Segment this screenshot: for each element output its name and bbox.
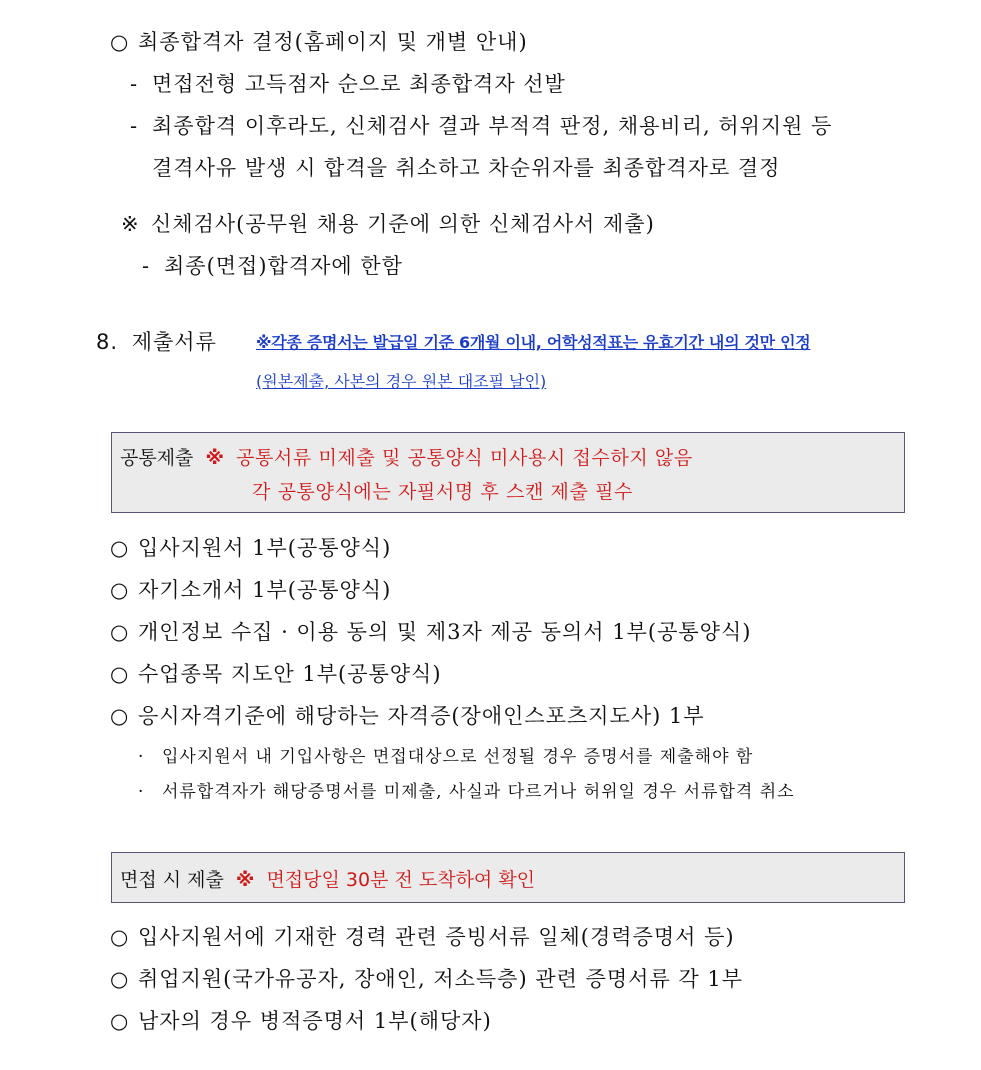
circle-bullet: ○ [110, 620, 130, 644]
health-check-subnote: - 최종(면접)합격자에 한함 [142, 254, 403, 278]
warning-mark: ※ [235, 869, 255, 891]
dot-bullet: · [138, 782, 145, 802]
document-item: ○ 자기소개서 1부(공통양식) [110, 578, 392, 602]
warning-mark: ※ [205, 447, 224, 469]
document-subnote: · 입사지원서 내 기입사항은 면접대상으로 선정될 경우 증명서를 제출해야 함 [138, 744, 753, 770]
health-check-note: ※ 신체검사(공무원 채용 기준에 의한 신체검사서 제출) [121, 212, 655, 236]
document-item: ○ 수업종목 지도안 1부(공통양식) [110, 662, 442, 686]
circle-bullet: ○ [110, 536, 130, 560]
circle-bullet: ○ [110, 704, 130, 728]
document-item: ○ 응시자격기준에 해당하는 자격증(장애인스포츠지도사) 1부 [110, 704, 705, 728]
circle-bullet: ○ [110, 1009, 130, 1033]
common-warning-line1: 공통서류 미제출 및 공통양식 미사용시 접수하지 않음 [236, 447, 693, 469]
final-pass-heading: ○ 최종합격자 결정(홈페이지 및 개별 안내) [110, 30, 528, 54]
document-item: ○ 개인정보 수집 · 이용 동의 및 제3자 제공 동의서 1부(공통양식) [110, 620, 752, 644]
dot-bullet: · [138, 747, 145, 767]
document-item: ○ 입사지원서 1부(공통양식) [110, 536, 392, 560]
section-title: 제출서류 [131, 330, 217, 354]
dash-bullet: - [130, 72, 139, 96]
final-pass-item-continued: 결격사유 발생 시 합격을 취소하고 차순위자를 최종합격자로 결정 [152, 156, 781, 180]
dash-bullet: - [130, 114, 139, 138]
circle-bullet: ○ [110, 967, 130, 991]
circle-bullet: ○ [110, 578, 130, 602]
final-pass-item: - 최종합격 이후라도, 신체검사 결과 부적격 판정, 채용비리, 허위지원 등 [130, 114, 833, 138]
interview-document-item: ○ 취업지원(국가유공자, 장애인, 저소득층) 관련 증명서류 각 1부 [110, 967, 744, 991]
common-submission-label: 공통제출 [120, 447, 194, 469]
common-submission-box [111, 432, 905, 513]
circle-bullet: ○ [110, 925, 130, 949]
note-mark: ※ [121, 212, 140, 236]
circle-bullet: ○ [110, 662, 130, 686]
interview-document-item: ○ 입사지원서에 기재한 경력 관련 증빙서류 일체(경력증명서 등) [110, 925, 735, 949]
original-copy-note: (원본제출, 사본의 경우 원본 대조필 날인) [256, 372, 547, 391]
interview-warning-line: 면접당일 30분 전 도착하여 확인 [266, 869, 536, 891]
section-heading [96, 326, 217, 356]
interview-document-item: ○ 남자의 경우 병적증명서 1부(해당자) [110, 1009, 492, 1033]
certificate-validity-note: ※각종 증명서는 발급일 기준 6개월 이내, 어학성적표는 유효기간 내의 것만 인정 [256, 333, 811, 352]
section-number: 8. [96, 330, 119, 354]
interview-submission-box [111, 852, 905, 903]
circle-bullet: ○ [110, 30, 130, 54]
final-pass-item: - 면접전형 고득점자 순으로 최종합격자 선발 [130, 72, 566, 96]
common-warning-line2: 각 공통양식에는 자필서명 후 스캔 제출 필수 [252, 481, 634, 503]
dash-bullet: - [142, 254, 151, 278]
document-subnote: · 서류합격자가 해당증명서를 미제출, 사실과 다르거나 허위일 경우 서류합격 취소 [138, 779, 795, 805]
interview-submission-label: 면접 시 제출 [120, 869, 224, 891]
